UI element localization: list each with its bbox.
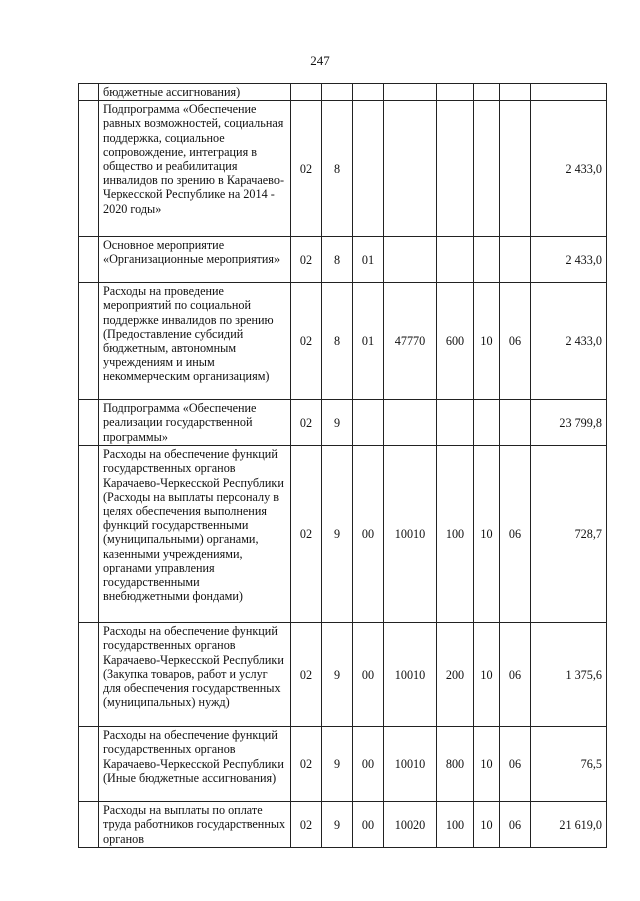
amount-cell: 76,5: [531, 727, 607, 802]
code-cell: [474, 101, 500, 237]
table-row: [79, 727, 607, 802]
code-cell: 10: [474, 283, 500, 400]
page-number: 247: [310, 53, 330, 68]
code-cell: [437, 400, 474, 446]
item-name: Расходы на обеспечение функций государственных органов Карачаево-Черкесской Республики (Закупка товаров, работ и услуг для обеспечения государственных (муниципальных) нужд): [99, 623, 291, 727]
code-cell: 01: [353, 283, 384, 400]
code-cell: [437, 237, 474, 283]
amount-cell: 23 799,8: [531, 400, 607, 446]
index-cell: [79, 727, 99, 802]
code-cell: [437, 101, 474, 237]
item-name: Подпрограмма «Обеспечение равных возможностей, социальная поддержка, социальное сопровождение, интеграция в общество и реабилитация инвалидов по зрению в Карачаево-Черкесской Республике на 2014 - 2020 годы»: [99, 101, 291, 237]
code-cell: [322, 84, 353, 101]
item-name: Расходы на выплаты по оплате труда работников государственных органов: [99, 802, 291, 848]
code-cell: [384, 400, 437, 446]
code-cell: [384, 84, 437, 101]
code-cell: 10010: [384, 727, 437, 802]
code-cell: 8: [322, 237, 353, 283]
amount-cell: 21 619,0: [531, 802, 607, 848]
code-cell: 02: [291, 283, 322, 400]
table-row: [79, 623, 607, 727]
code-cell: [500, 84, 531, 101]
code-cell: 06: [500, 623, 531, 727]
table-row: [79, 101, 607, 237]
index-cell: [79, 802, 99, 848]
code-cell: 10: [474, 727, 500, 802]
item-name: бюджетные ассигнования): [99, 84, 291, 101]
code-cell: 10020: [384, 802, 437, 848]
code-cell: [474, 237, 500, 283]
item-name: Расходы на обеспечение функций государственных органов Карачаево-Черкесской Республики (Расходы на выплаты персоналу в целях обеспечения выполнения функций государственными (муниципальными) органами, казенными учреждениями, органами управления государственными внебюджетными фондами): [99, 446, 291, 623]
amount-cell: 2 433,0: [531, 101, 607, 237]
code-cell: 800: [437, 727, 474, 802]
index-cell: [79, 237, 99, 283]
code-cell: 02: [291, 446, 322, 623]
code-cell: [353, 400, 384, 446]
code-cell: 8: [322, 101, 353, 237]
index-cell: [79, 400, 99, 446]
code-cell: 600: [437, 283, 474, 400]
code-cell: 06: [500, 727, 531, 802]
code-cell: [353, 101, 384, 237]
code-cell: 9: [322, 400, 353, 446]
code-cell: 02: [291, 727, 322, 802]
table-row: [79, 400, 607, 446]
budget-table: [78, 83, 607, 848]
code-cell: 10: [474, 802, 500, 848]
code-cell: 200: [437, 623, 474, 727]
table-row: [79, 446, 607, 623]
code-cell: [500, 237, 531, 283]
code-cell: [353, 84, 384, 101]
code-cell: 01: [353, 237, 384, 283]
index-cell: [79, 446, 99, 623]
code-cell: [500, 400, 531, 446]
code-cell: 10010: [384, 446, 437, 623]
index-cell: [79, 283, 99, 400]
code-cell: 02: [291, 101, 322, 237]
code-cell: 02: [291, 623, 322, 727]
code-cell: 47770: [384, 283, 437, 400]
code-cell: 02: [291, 400, 322, 446]
code-cell: 10: [474, 446, 500, 623]
code-cell: [437, 84, 474, 101]
item-name: Расходы на проведение мероприятий по социальной поддержке инвалидов по зрению (Предоставление субсидий бюджетным, автономным учреждениям и иным некоммерческим организациям): [99, 283, 291, 400]
code-cell: 06: [500, 802, 531, 848]
index-cell: [79, 623, 99, 727]
code-cell: 100: [437, 446, 474, 623]
code-cell: 02: [291, 237, 322, 283]
code-cell: 9: [322, 446, 353, 623]
amount-cell: 1 375,6: [531, 623, 607, 727]
index-cell: [79, 84, 99, 101]
item-name: Подпрограмма «Обеспечение реализации государственной программы»: [99, 400, 291, 446]
code-cell: [474, 84, 500, 101]
amount-cell: 728,7: [531, 446, 607, 623]
code-cell: 9: [322, 802, 353, 848]
code-cell: 02: [291, 802, 322, 848]
code-cell: 10: [474, 623, 500, 727]
code-cell: [500, 101, 531, 237]
code-cell: 06: [500, 283, 531, 400]
table-row: [79, 802, 607, 848]
code-cell: [474, 400, 500, 446]
code-cell: 00: [353, 802, 384, 848]
code-cell: 00: [353, 623, 384, 727]
code-cell: 06: [500, 446, 531, 623]
amount-cell: 2 433,0: [531, 237, 607, 283]
table-row: [79, 84, 607, 101]
code-cell: [291, 84, 322, 101]
code-cell: 8: [322, 283, 353, 400]
table-row: [79, 283, 607, 400]
code-cell: 00: [353, 727, 384, 802]
table-row: [79, 237, 607, 283]
code-cell: 10010: [384, 623, 437, 727]
amount-cell: 2 433,0: [531, 283, 607, 400]
code-cell: 00: [353, 446, 384, 623]
item-name: Основное мероприятие «Организационные мероприятия»: [99, 237, 291, 283]
code-cell: 9: [322, 727, 353, 802]
code-cell: 100: [437, 802, 474, 848]
code-cell: [384, 101, 437, 237]
item-name: Расходы на обеспечение функций государственных органов Карачаево-Черкесской Республики (Иные бюджетные ассигнования): [99, 727, 291, 802]
amount-cell: [531, 84, 607, 101]
code-cell: 9: [322, 623, 353, 727]
code-cell: [384, 237, 437, 283]
index-cell: [79, 101, 99, 237]
